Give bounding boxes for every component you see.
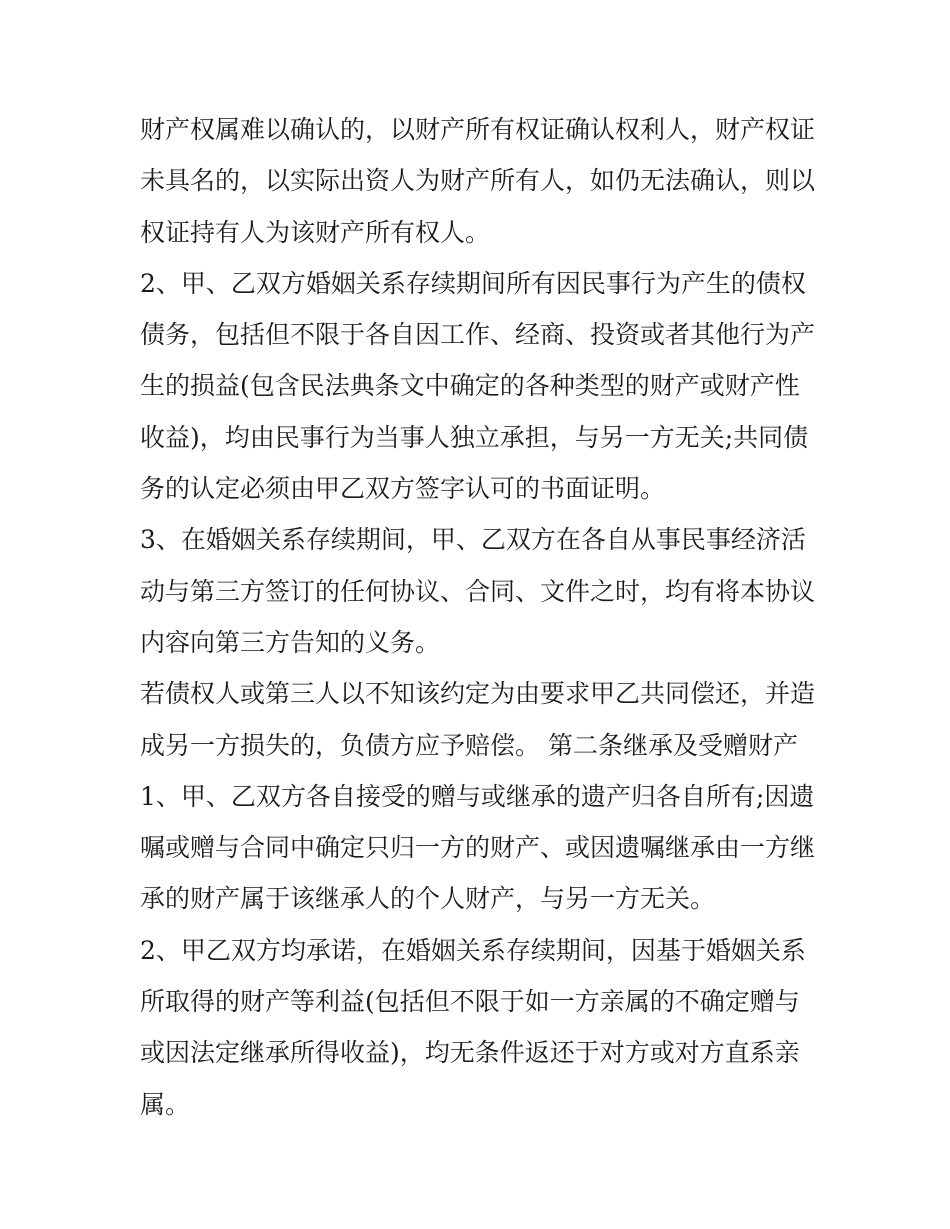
text-line: 务的认定必须由甲乙双方签字认可的书面证明。 xyxy=(140,474,666,504)
text-line: 或因法定继承所得收益)，均无条件返还于对方或对方直系亲 xyxy=(140,1038,800,1068)
text-line: 2、甲乙双方均承诺，在婚姻关系存续期间，因基于婚姻关系 xyxy=(140,935,806,965)
text-line: 承的财产属于该继承人的个人财产，与另一方无关。 xyxy=(140,884,716,914)
text-line: 1、甲、乙双方各自接受的赠与或继承的遗产归各自所有;因遗 xyxy=(140,781,815,811)
text-line: 生的损益(包含民法典条文中确定的各种类型的财产或财产性 xyxy=(140,371,800,401)
text-line: 未具名的，以实际出资人为财产所有人，如仍无法确认，则以 xyxy=(140,166,816,196)
text-line: 2、甲、乙双方婚姻关系存续期间所有因民事行为产生的债权 xyxy=(140,268,806,298)
text-line: 成另一方损失的，负债方应予赔偿。 第二条继承及受赠财产 xyxy=(140,730,798,760)
text-line: 内容向第三方告知的义务。 xyxy=(140,627,441,657)
text-line: 财产权属难以确认的，以财产所有权证确认权利人，财产权证 xyxy=(140,115,816,144)
text-line: 若债权人或第三人以不知该约定为由要求甲乙共同偿还，并造 xyxy=(140,679,816,709)
text-line: 收益)，均由民事行为当事人独立承担，与另一方无关;共同债 xyxy=(140,422,809,452)
text-line: 嘱或赠与合同中确定只归一方的财产、或因遗嘱继承由一方继 xyxy=(140,833,816,863)
text-line: 属。 xyxy=(140,1089,191,1119)
text-line: 动与第三方签订的任何协议、合同、文件之时，均有将本协议 xyxy=(140,576,816,606)
text-line: 所取得的财产等利益(包括但不限于如一方亲属的不确定赠与 xyxy=(140,987,800,1017)
text-line: 权证持有人为该财产所有权人。 xyxy=(140,217,491,247)
text-line: 3、在婚姻关系存续期间，甲、乙双方在各自从事民事经济活 xyxy=(140,525,806,555)
text-line: 债务，包括但不限于各自因工作、经商、投资或者其他行为产 xyxy=(140,320,816,350)
document-page xyxy=(140,104,816,1130)
